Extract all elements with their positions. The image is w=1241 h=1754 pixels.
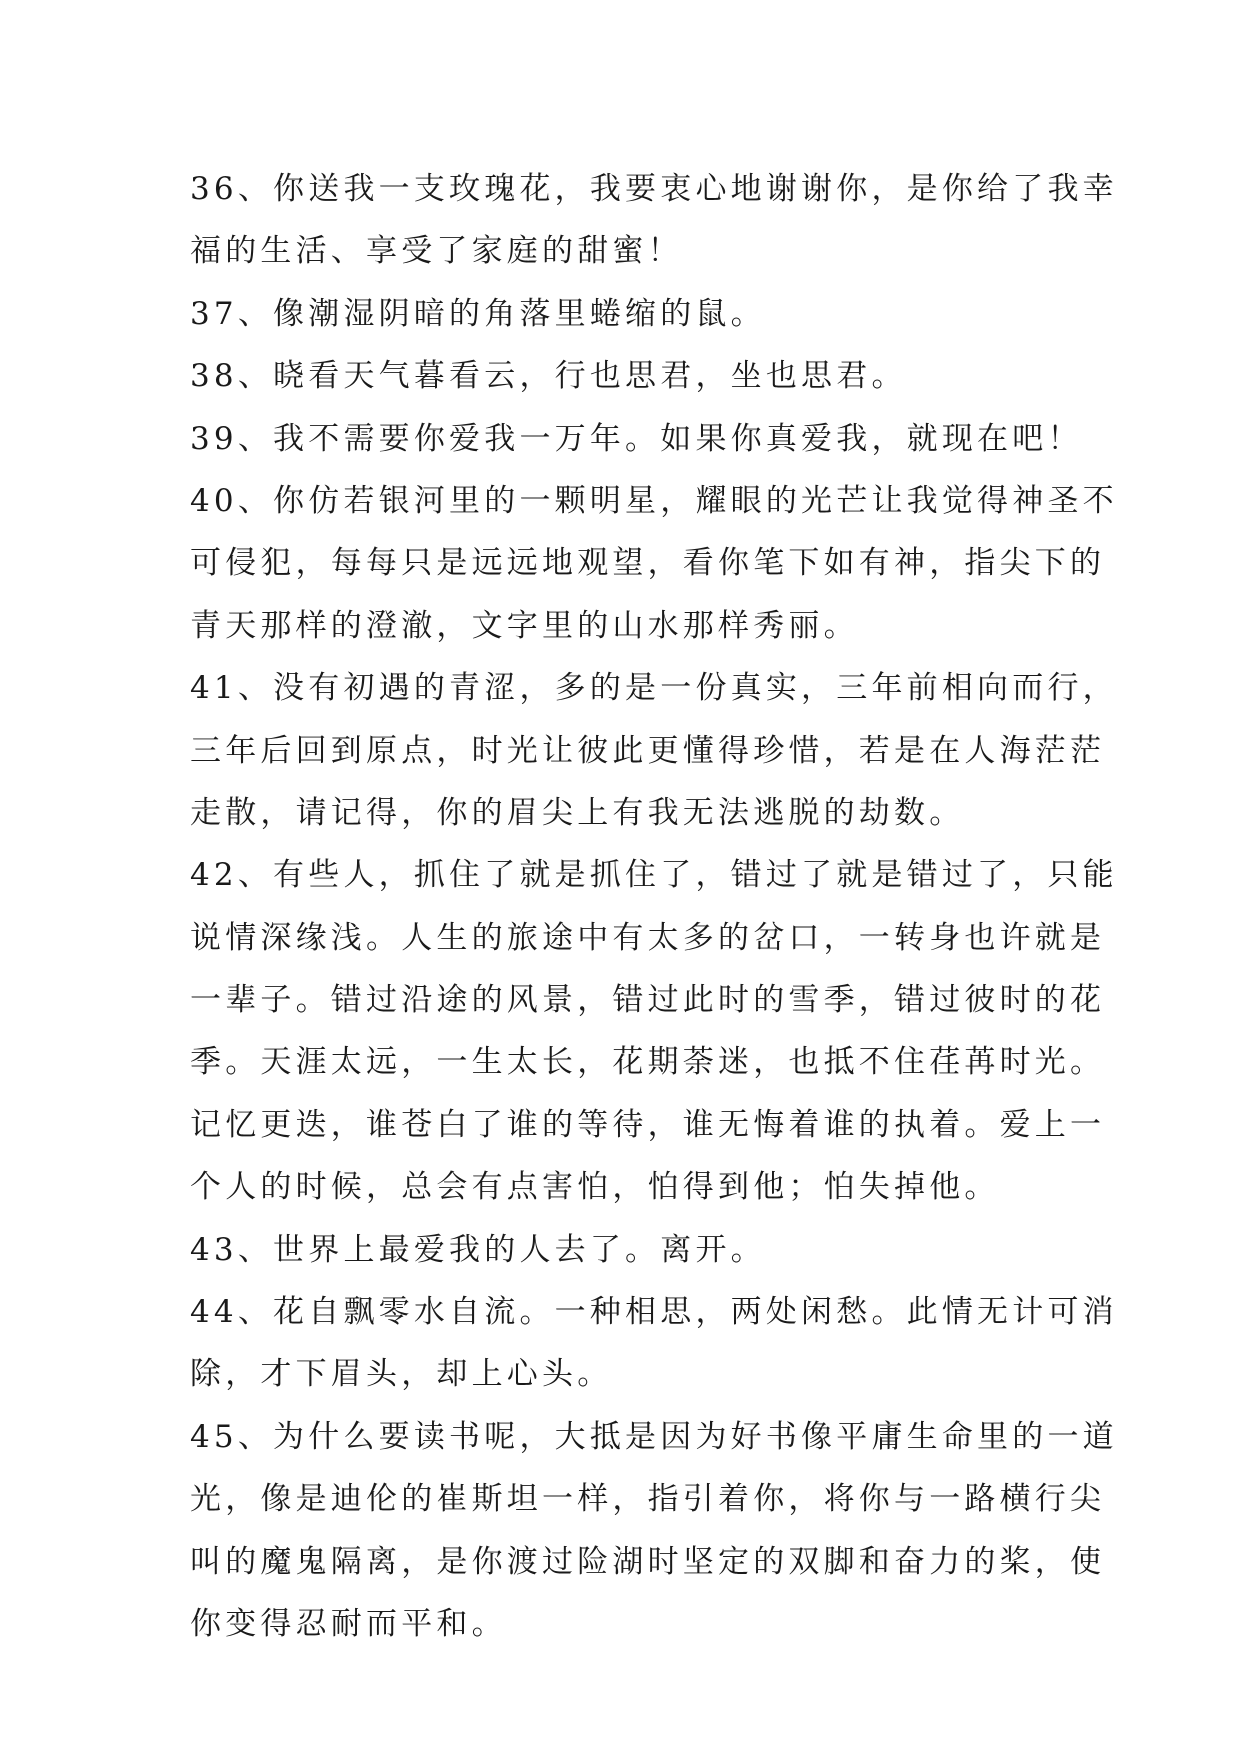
text-line: 42、有些人，抓住了就是抓住了，错过了就是错过了，只能	[190, 857, 1118, 894]
text-line: 光，像是迪伦的崔斯坦一样，指引着你，将你与一路横行尖	[190, 1481, 1106, 1518]
text-line: 可侵犯，每每只是远远地观望，看你笔下如有神，指尖下的	[190, 545, 1106, 582]
text-line: 除，才下眉头，却上心头。	[190, 1356, 613, 1393]
text-line: 季。天涯太远，一生太长，花期荼迷，也抵不住荏苒时光。	[190, 1044, 1106, 1081]
text-line: 一辈子。错过沿途的风景，错过此时的雪季，错过彼时的花	[190, 982, 1106, 1019]
text-line: 三年后回到原点，时光让彼此更懂得珍惜，若是在人海茫茫	[190, 732, 1106, 769]
text-line: 44、花自飘零水自流。一种相思，两处闲愁。此情无计可消	[190, 1294, 1118, 1331]
text-line: 37、像潮湿阴暗的角落里蜷缩的鼠。	[190, 295, 766, 332]
text-line: 38、晓看天气暮看云，行也思君，坐也思君。	[190, 358, 907, 395]
text-line: 39、我不需要你爱我一万年。如果你真爱我，就现在吧！	[190, 420, 1083, 457]
text-line: 36、你送我一支玫瑰花，我要衷心地谢谢你，是你给了我幸	[190, 171, 1118, 207]
text-line: 福的生活、享受了家庭的甜蜜！	[190, 233, 683, 270]
text-line: 记忆更迭，谁苍白了谁的等待，谁无悔着谁的执着。爱上一	[190, 1106, 1106, 1143]
text-line: 个人的时候，总会有点害怕，怕得到他；怕失掉他。	[190, 1169, 1000, 1206]
text-line: 43、世界上最爱我的人去了。离开。	[190, 1231, 766, 1268]
text-line: 45、为什么要读书呢，大抵是因为好书像平庸生命里的一道	[190, 1418, 1118, 1455]
document-body	[190, 158, 1118, 1655]
text-line: 说情深缘浅。人生的旅途中有太多的岔口，一转身也许就是	[190, 919, 1106, 956]
text-line: 41、没有初遇的青涩，多的是一份真实，三年前相向而行，	[190, 670, 1118, 707]
text-line: 叫的魔鬼隔离，是你渡过险湖时坚定的双脚和奋力的桨，使	[190, 1543, 1106, 1580]
text-line: 走散，请记得，你的眉尖上有我无法逃脱的劫数。	[190, 794, 965, 831]
text-line: 你变得忍耐而平和。	[190, 1605, 507, 1642]
text-line: 40、你仿若银河里的一颗明星，耀眼的光芒让我觉得神圣不	[190, 482, 1118, 519]
text-line: 青天那样的澄澈，文字里的山水那样秀丽。	[190, 607, 859, 644]
